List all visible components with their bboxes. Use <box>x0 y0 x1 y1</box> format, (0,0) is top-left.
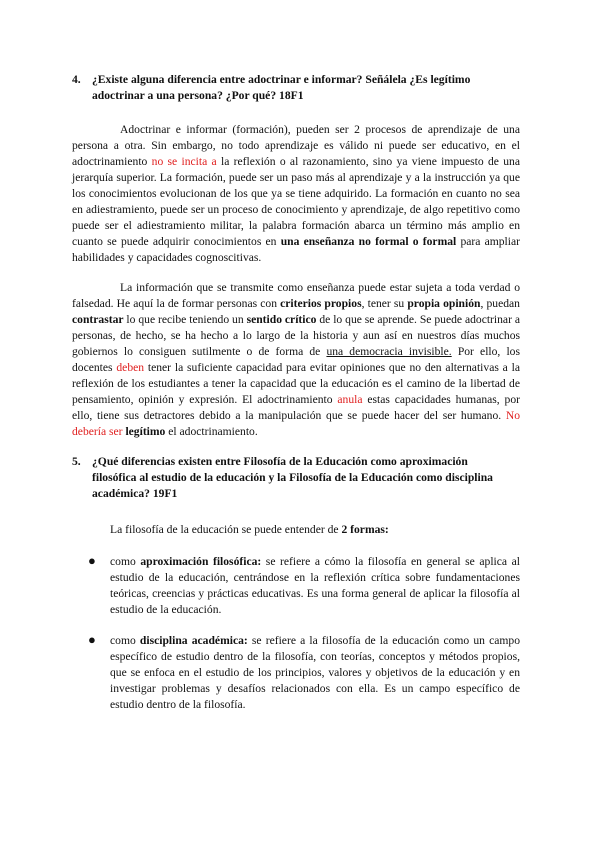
bold-text: aproximación filosófica: <box>140 555 262 568</box>
text-run: como <box>110 555 141 568</box>
bold-text: 2 formas: <box>341 523 389 536</box>
text-run: lo que recibe teniendo un <box>123 313 247 326</box>
question-5-title-line-3: académica? 19F1 <box>92 487 178 500</box>
text-run: de lo que se aprende. Se puede adoctrinar a personas, de hecho, se ha hecho a lo largo de la historia y aun así en nuestros días muchos gobiernos lo consiguen sutilmente o de forma de <box>72 313 520 358</box>
bold-text: contrastar <box>72 313 124 326</box>
bold-text: propia opinión <box>407 297 481 310</box>
text-run: La información que se transmite como enseñanza puede estar sujeta a toda verdad o falsedad. He aquí la de formar personas con <box>72 281 520 310</box>
question-4-number: 4. <box>72 73 81 86</box>
text-run: Adoctrinar e informar (formación), pueden ser 2 procesos de aprendizaje de una persona a otra. Sin embargo, no todo aprendizaje es válido ni puede ser educativo, en el adoctrinamiento <box>72 123 520 168</box>
text-run: como <box>110 634 140 647</box>
bold-text: sentido crítico <box>246 313 317 326</box>
highlight-red-text: deben <box>116 361 145 374</box>
highlight-red-text: no se incita a <box>151 155 217 168</box>
text-run: La filosofía de la educación se puede entender de <box>110 523 342 536</box>
highlight-red-text: anula <box>337 393 363 406</box>
question-5-title-line-2: filosófica al estudio de la educación y la Filosofía de la Educación como disciplina <box>92 471 493 484</box>
text-run: estas capacidades humanas, por ello, tiene sus detractores debido a la manipulación que se puede hacer del ser humano. <box>72 393 520 422</box>
bullet-icon: ● <box>88 632 96 647</box>
bullet-icon: ● <box>88 553 96 568</box>
question-4-title-line-2: adoctrinar a una persona? ¿Por qué? 18F1 <box>92 89 304 102</box>
bullet-item-2 <box>110 633 520 713</box>
bold-text: criterios propios <box>280 297 362 310</box>
highlight-red-text: No debería ser <box>72 409 520 438</box>
question-4-paragraph-1 <box>72 122 520 266</box>
text-run: se refiere a la filosofía de la educación como un campo específico de estudio dentro de la filosofía, con teorías, conceptos y métodos propios, que se enfoca en el estudio de los principios, valores y objetivos de la educación y en investigar problemas y desafíos relacionados con ella. Es un campo específico de estudio dentro de la filosofía. <box>110 634 520 711</box>
text-run: Por ello, los docentes <box>72 345 520 374</box>
bold-text: disciplina académica: <box>139 634 248 647</box>
bullet-item-1 <box>110 554 520 618</box>
question-5-intro <box>110 522 530 538</box>
text-run: tener la suficiente capacidad para evitar opiniones que no den alternativas a la reflexión de los estudiantes a tener la capacidad que la educación es el camino de la libertad de pensamiento, opinión y expresión. El adoctrinamiento <box>72 361 520 406</box>
question-5-heading <box>72 454 512 502</box>
question-4-paragraph-2 <box>72 280 520 440</box>
text-run: la reflexión o al razonamiento, sino ya viene impuesto de una jerarquía superior. La formación, puede ser un paso más al aprendizaje y a la instrucción ya que los conocimientos evolucionan de los que ya se tiene adquirido. La formación en cuanto no sea en adiestramiento, puede ser un proceso de conocimiento y aprendizaje, de algo repetitivo como puede ser el adiestramiento militar, la palabra formación abarca un término más amplio en cuanto se puede adquirir conocimientos en <box>72 155 520 248</box>
text-run: , puedan <box>480 297 520 310</box>
text-run: , tener su <box>361 297 408 310</box>
question-4-title-line-1: ¿Existe alguna diferencia entre adoctrinar e informar? Señálela ¿Es legítimo <box>92 73 471 86</box>
text-run: se refiere a cómo la filosofía en general se aplica al estudio de la educación, centrándose en la reflexión crítica sobre fundamentaciones teóricas, creencias y prácticas educativas. Es una forma general de aplicar la filosofía al estudio de la educación. <box>110 555 520 616</box>
text-run: el adoctrinamiento. <box>165 425 258 438</box>
underlined-text: una democracia invisible. <box>326 345 452 358</box>
question-5-title-line-1: ¿Qué diferencias existen entre Filosofía de la Educación como aproximación <box>92 455 468 468</box>
question-4-heading <box>72 72 512 104</box>
text-run: para ampliar habilidades y capacidades cognoscitivas. <box>72 235 520 264</box>
bold-text: legítimo <box>125 425 166 438</box>
question-5-number: 5. <box>72 455 81 468</box>
bold-text: una enseñanza no formal o formal <box>280 235 457 248</box>
